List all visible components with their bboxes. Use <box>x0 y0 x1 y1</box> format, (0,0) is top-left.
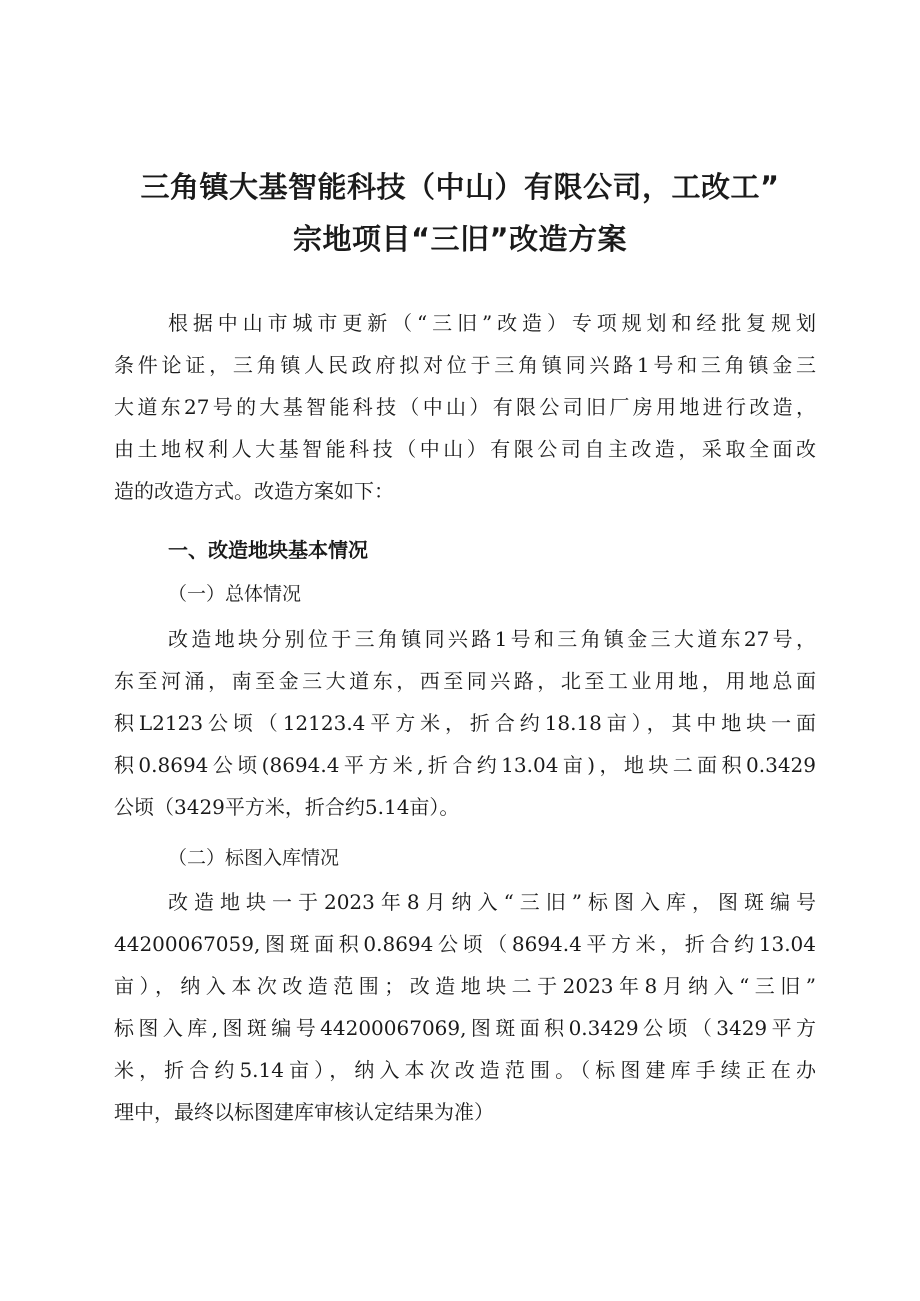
mapping-line: 标图入库,图斑编号44200067069,图斑面积0.3429公顷（3429平方 <box>114 1016 816 1040</box>
overall-paragraph <box>114 618 816 828</box>
mapping-line: 亩），纳入本次改造范围；改造地块二于2023年8月纳入“三旧” <box>114 974 816 998</box>
overall-line: 积L2123公顷（12123.4平方米，折合约18.18亩），其中地块一面 <box>114 711 816 735</box>
intro-paragraph <box>114 302 816 512</box>
intro-line: 条件论证，三角镇人民政府拟对位于三角镇同兴路1号和三角镇金三 <box>114 353 816 377</box>
overall-line: 积0.8694公顷(8694.4平方米,折合约13.04亩)，地块二面积0.3429 <box>114 753 816 777</box>
mapping-line: 米，折合约5.14亩），纳入本次改造范围。（标图建库手续正在办 <box>114 1058 816 1082</box>
document-title-line-1: 三角镇大基智能科技（中山）有限公司，工改工” <box>140 170 780 204</box>
overall-line: 改造地块分别位于三角镇同兴路1号和三角镇金三大道东27号， <box>168 627 816 651</box>
mapping-line: 44200067059,图斑面积0.8694公顷（8694.4平方米，折合约13.04 <box>114 932 816 956</box>
section-heading: 一、改造地块基本情况 <box>168 538 368 562</box>
intro-line: 大道东27号的大基智能科技（中山）有限公司旧厂房用地进行改造， <box>114 395 816 419</box>
intro-line: 由土地权利人大基智能科技（中山）有限公司自主改造，采取全面改 <box>114 437 816 461</box>
overall-line: 东至河涌，南至金三大道东，西至同兴路，北至工业用地，用地总面 <box>114 669 816 693</box>
document-title-line-2: 宗地项目“三旧”改造方案 <box>292 222 628 256</box>
mapping-line: 改造地块一于2023年8月纳入“三旧”标图入库，图斑编号 <box>168 890 816 914</box>
subsection-heading-overall: （一）总体情况 <box>168 583 302 605</box>
mapping-line: 理中，最终以标图建库审核认定结果为准） <box>114 1100 494 1124</box>
intro-line: 造的改造方式。改造方案如下： <box>114 479 394 503</box>
overall-line: 公顷（3429平方米，折合约5.14亩）。 <box>114 795 460 819</box>
subsection-heading-mapping: （二）标图入库情况 <box>168 847 340 869</box>
mapping-paragraph <box>114 881 816 1133</box>
intro-line: 根据中山市城市更新（“三旧”改造）专项规划和经批复规划 <box>168 311 816 335</box>
